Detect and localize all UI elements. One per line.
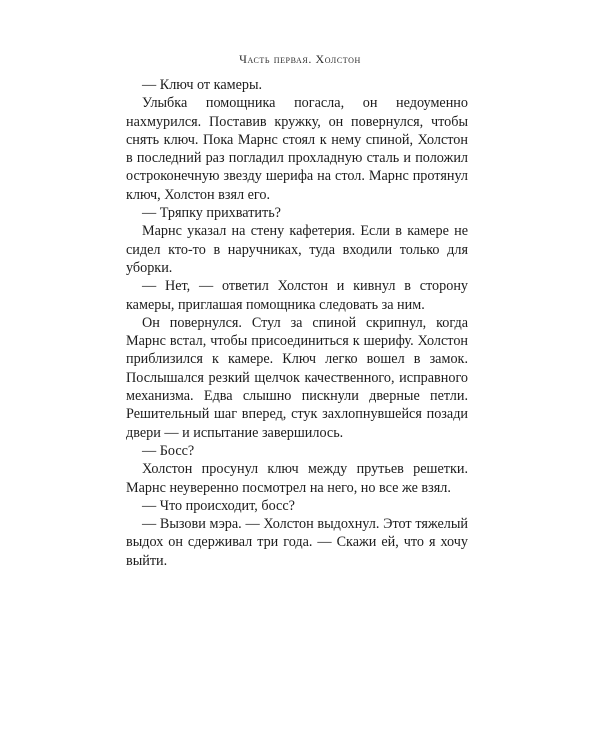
running-head: Часть первая. Холстон <box>239 52 361 66</box>
paragraph: Холстон просунул ключ между прутьев решетки. Марнс неуверенно посмотрел на него, но все же взял. <box>126 461 468 496</box>
paragraph: — Босс? <box>142 442 195 459</box>
paragraph: Он повернулся. Стул за спиной скрипнул, когда Марнс встал, чтобы присоединиться к шерифу. Холстон приблизился к камере. Ключ легко вошел в замок. Послышался резкий щелчок качественного, исправного механизма. Едва слышно пискнули дверные петли. Решительный шаг вперед, стук захлопнувшейся позади двери — и испытание завершилось. <box>126 314 468 441</box>
paragraph: — Вызови мэра. — Холстон выдохнул. Этот тяжелый выдох он сдерживал три года. — Скажи ей, что я хочу выйти. <box>126 516 468 569</box>
paragraph: — Нет, — ответил Холстон и кивнул в сторону камеры, приглашая помощника следовать за ним. <box>126 278 468 313</box>
paragraph: — Что происходит, босс? <box>142 497 295 514</box>
paragraph: — Ключ от камеры. <box>142 77 263 93</box>
paragraph: Улыбка помощника погасла, он недоуменно нахмурился. Поставив кружку, он повернулся, чтобы снять ключ. Пока Марнс стоял к нему спиной, Холстон в последний раз погладил прохладную сталь и положил остроконечную звезду шерифа на стол. Марнс протянул ключ, Холстон взял его. <box>126 95 468 203</box>
paragraph: Марнс указал на стену кафетерия. Если в камере не сидел кто-то в наручниках, туда входили только для уборки. <box>126 223 468 276</box>
body-text <box>126 76 468 570</box>
paragraph: — Тряпку прихватить? <box>142 205 281 222</box>
